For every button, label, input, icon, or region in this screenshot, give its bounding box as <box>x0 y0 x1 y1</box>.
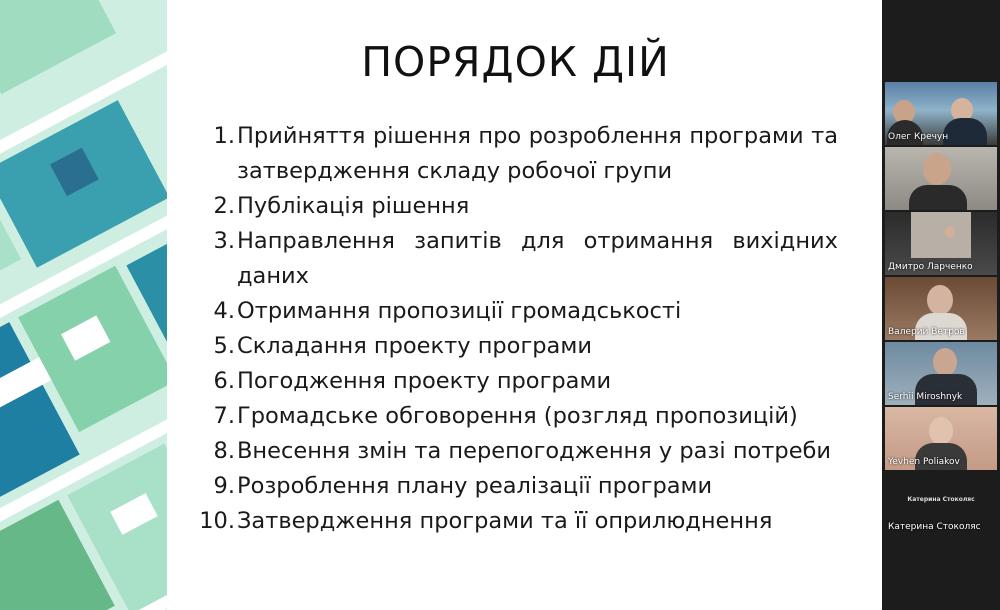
item-number: 5. <box>213 333 235 359</box>
list-item <box>195 434 838 469</box>
item-text: Прийняття рішення про розроблення програми та затвердження складу робочої групи <box>237 123 838 184</box>
participant-name: Yevhen Poliakov <box>888 457 960 467</box>
participant-name: Serhii Miroshnyk <box>888 392 963 402</box>
participant-tile[interactable] <box>885 82 997 145</box>
avatar <box>945 226 955 238</box>
steps-list <box>195 119 838 539</box>
presentation-slide <box>167 0 864 610</box>
item-text: Складання проекту програми <box>237 333 592 359</box>
item-number: 9. <box>213 473 235 499</box>
participant-tile[interactable] <box>885 407 997 470</box>
participant-name: Катерина Стоколяс <box>888 522 981 532</box>
item-text: Громадське обговорення (розгляд пропозицій) <box>237 403 798 429</box>
list-item <box>195 399 838 434</box>
avatar <box>943 118 987 145</box>
participant-name: Олег Кречун <box>888 132 949 142</box>
item-number: 6. <box>213 368 235 394</box>
list-item <box>195 504 838 539</box>
item-number: 2. <box>213 193 235 219</box>
map-pattern-graphic <box>0 0 167 610</box>
list-item <box>195 329 838 364</box>
participant-tile[interactable] <box>885 212 997 275</box>
participant-tile[interactable] <box>885 342 997 405</box>
item-number: 3. <box>213 228 235 254</box>
item-text: Затвердження програми та її оприлюднення <box>237 508 773 534</box>
participant-name: Валерий Ветров <box>888 327 965 337</box>
participant-tile[interactable] <box>885 277 997 340</box>
avatar <box>923 153 951 185</box>
item-text: Розроблення плану реалізації програми <box>237 473 713 499</box>
list-item <box>195 119 838 189</box>
item-number: 10. <box>199 508 235 534</box>
item-number: 4. <box>213 298 235 324</box>
avatar <box>929 417 953 445</box>
participants-panel <box>882 0 1000 610</box>
avatar <box>909 185 967 210</box>
participant-avatar-label: Катерина Стоколяс <box>907 496 975 503</box>
slide-title: ПОРЯДОК ДІЙ <box>361 38 670 86</box>
list-item <box>195 364 838 399</box>
slide-margin <box>864 0 882 610</box>
avatar <box>933 348 957 376</box>
item-number: 7. <box>213 403 235 429</box>
slide-decoration <box>0 0 167 610</box>
participant-tile[interactable] <box>885 147 997 210</box>
participant-name: Дмитро Ларченко <box>888 262 973 272</box>
item-number: 8. <box>213 438 235 464</box>
avatar <box>927 285 953 315</box>
item-text: Направлення запитів для отримання вихідних даних <box>237 228 838 289</box>
room-background <box>911 212 971 258</box>
item-text: Внесення змін та перепогодження у разі потреби <box>237 438 832 464</box>
item-text: Публікація рішення <box>237 193 470 219</box>
list-item <box>195 469 838 504</box>
list-item <box>195 224 838 294</box>
list-item <box>195 294 838 329</box>
participant-tile[interactable] <box>885 472 997 535</box>
list-item <box>195 189 838 224</box>
item-text: Погодження проекту програми <box>237 368 612 394</box>
item-number: 1. <box>213 123 235 149</box>
item-text: Отримання пропозиції громадськості <box>237 298 682 324</box>
